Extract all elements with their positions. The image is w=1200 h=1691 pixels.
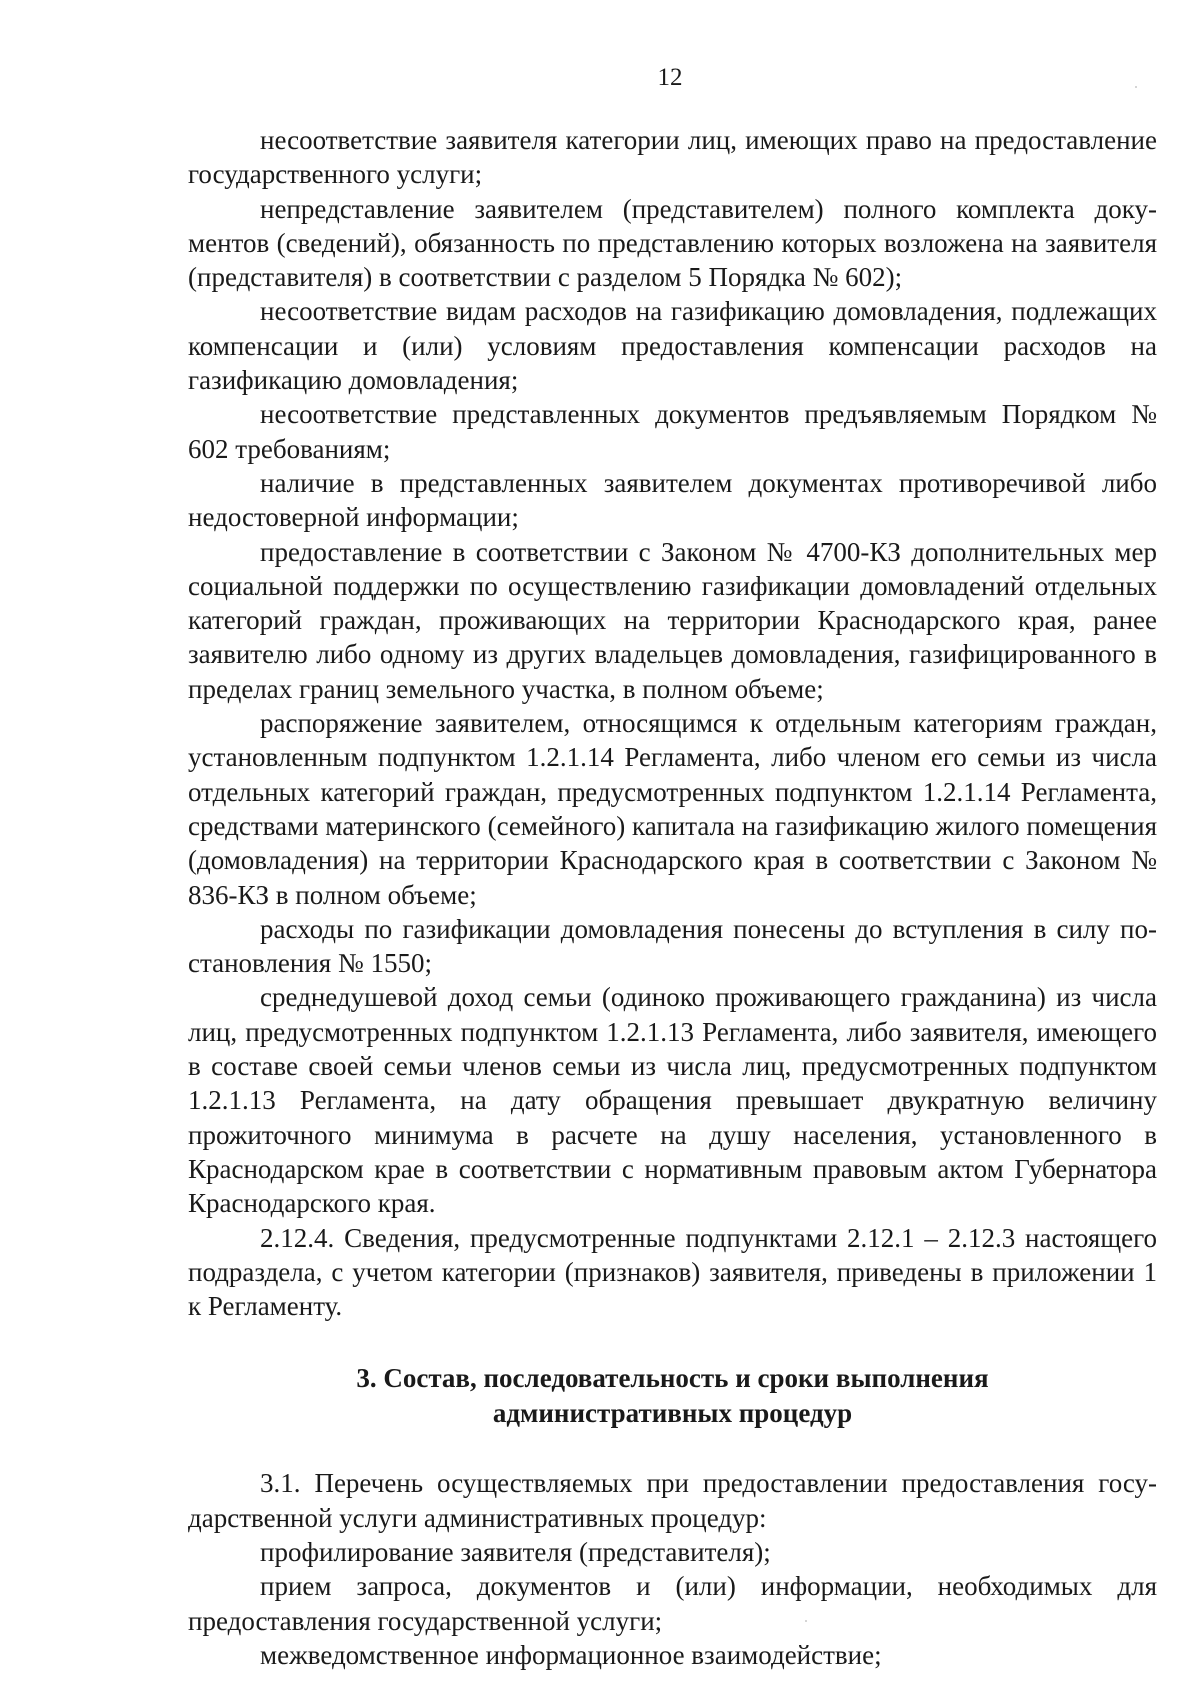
paragraph: профилирование заявителя (представителя); bbox=[260, 1536, 771, 1567]
paragraph: распоряжение заявителем, относящимся к отдельным категориям граждан, установленным подпунктом 1.2.1.14 Регламента, либо членом его семьи из числа отдельных категорий граждан, предусмотренных подпунктом 1.2.1.14 Регламента, средствами материнского (семейного) капитала на газификацию жилого помещения (домовладения) на территории Краснодарского края в соответствии с Законом № 836-КЗ в полном объеме; bbox=[188, 708, 1157, 910]
document-body bbox=[188, 123, 1157, 1672]
paragraph: расходы по газификации домовладения понесены до вступления в силу постановления № 1550; bbox=[188, 913, 1157, 979]
paragraph: наличие в представленных заявителем документах противоречивой либо недостоверной информации; bbox=[188, 467, 1157, 533]
paragraph: 3.1. Перечень осуществляемых при предоставлении предоставления государственной услуги административных процедур: bbox=[188, 1468, 1157, 1533]
paragraph: предоставление в соответствии с Законом № 4700-КЗ дополнительных мер социальной поддержки по осуществлению газификации домовладений отдельных категорий граждан, проживающих на территории Краснодарского края, ранее заявителю либо одному из других владельцев домовладения, газифицированного в пределах границ земельного участка, в полном объеме; bbox=[188, 536, 1157, 704]
section-heading-line-2: административных процедур bbox=[492, 1398, 853, 1429]
paragraph: непредставление заявителем (представителем) полного комплекта документов (сведений), обязанность по представлению которых возложена на заявителя (представителя) в соответствии с разделом 5 Порядка № 602); bbox=[188, 193, 1157, 293]
scan-speck bbox=[805, 1620, 807, 1622]
paragraph: прием запроса, документов и (или) информации, необходимых для предоставления государственной услуги; bbox=[188, 1571, 1157, 1636]
scan-speck bbox=[1135, 86, 1137, 88]
paragraph: среднедушевой доход семьи (одиноко проживающего гражданина) из числа лиц, предусмотренных подпунктом 1.2.1.13 Регламента, либо заявителя, имеющего в составе своей семьи членов семьи из числа лиц, предусмотренных подпунктом 1.2.1.13 Регламента, на дату обращения превышает двукратную величину прожиточного минимума в расчете на душу населения, установленного в Краснодарском крае в соответствии с нормативным правовым актом Губернатора Краснодарского края. bbox=[188, 982, 1157, 1219]
section-heading bbox=[188, 1361, 1157, 1431]
section-heading-line-1: 3. Состав, последовательность и сроки выполнения bbox=[356, 1363, 989, 1394]
paragraph: несоответствие видам расходов на газификацию домовладения, подлежащих компенсации и (или) условиям предоставления компенсации расходов на газификацию домовладения; bbox=[188, 296, 1157, 396]
paragraph: несоответствие представленных документов предъявляемым Порядком № 602 требованиям; bbox=[188, 399, 1157, 464]
paragraph: межведомственное информационное взаимодействие; bbox=[260, 1639, 882, 1670]
paragraph: несоответствие заявителя категории лиц, имеющих право на предоставление государственного услуги; bbox=[188, 125, 1157, 190]
paragraph: 2.12.4. Сведения, предусмотренные подпунктами 2.12.1 – 2.12.3 настоящего подраздела, с учетом категории (признаков) заявителя, приведены в приложении 1 к Регламенту. bbox=[188, 1222, 1157, 1322]
page-number: 12 bbox=[657, 64, 683, 91]
